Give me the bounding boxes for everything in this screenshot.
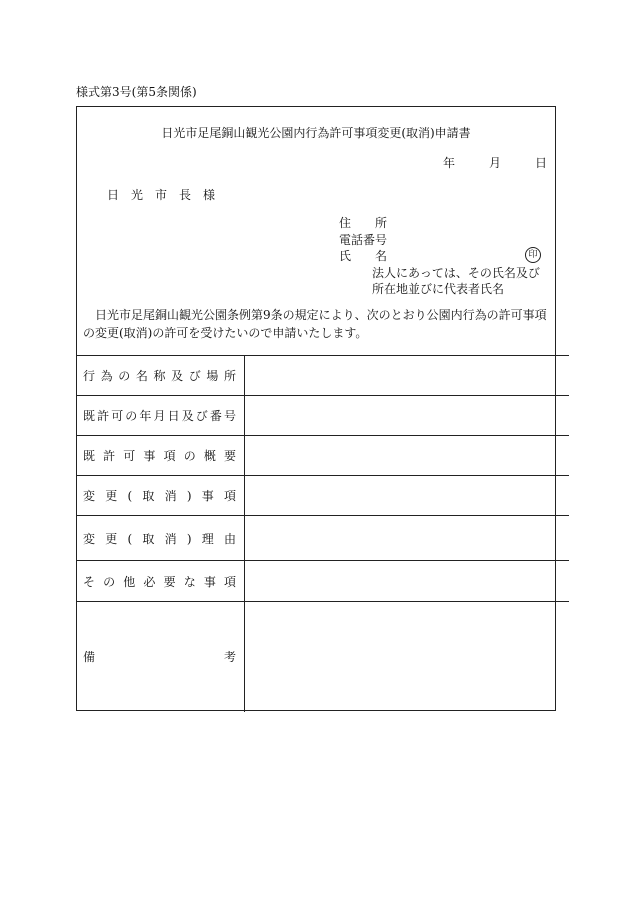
form-number: 様式第3号(第5条関係) <box>76 85 197 99</box>
field-label: 既許可の年月日及び番号 <box>77 396 245 436</box>
form-header <box>77 107 555 355</box>
date-year[interactable]: 年 <box>442 156 455 170</box>
address-label[interactable]: 住 所 <box>339 216 388 230</box>
field-value-input[interactable] <box>245 356 570 396</box>
table-row <box>77 436 569 476</box>
field-label: 変更(取消)理由 <box>77 516 245 561</box>
corporate-note-line2: 所在地並びに代表者氏名 <box>372 282 505 296</box>
field-label: 行為の名称及び場所 <box>77 356 245 396</box>
date-month[interactable]: 月 <box>488 156 501 170</box>
date-line <box>443 154 547 171</box>
date-day[interactable]: 日 <box>534 156 547 170</box>
field-value-input[interactable] <box>245 602 570 712</box>
addressee: 日 光 市 長 様 <box>107 188 216 202</box>
table-row <box>77 516 569 561</box>
applicant-block <box>339 215 540 298</box>
field-value-input[interactable] <box>245 396 570 436</box>
application-statement: 日光市足尾銅山観光公園条例第9条の規定により、次のとおり公園内行為の許可事項の変更(取消)の許可を受けたいので申請いたします。 <box>83 308 547 340</box>
field-value-input[interactable] <box>245 436 570 476</box>
table-row <box>77 356 569 396</box>
field-value-input[interactable] <box>245 476 570 516</box>
field-label: 変更(取消)事項 <box>77 476 245 516</box>
application-form <box>76 106 556 711</box>
form-title: 日光市足尾銅山観光公園内行為許可事項変更(取消)申請書 <box>161 126 471 140</box>
field-label: その他必要な事項 <box>77 561 245 602</box>
field-value-input[interactable] <box>245 561 570 602</box>
field-label: 既許可事項の概要 <box>77 436 245 476</box>
table-row <box>77 476 569 516</box>
field-value-input[interactable] <box>245 516 570 561</box>
seal-mark: 印 <box>525 247 541 263</box>
corporate-note-line1: 法人にあっては、その氏名及び <box>372 265 540 280</box>
name-label[interactable]: 氏 名 <box>339 249 388 263</box>
table-row <box>77 396 569 436</box>
table-row <box>77 561 569 602</box>
application-fields-table <box>77 355 569 712</box>
field-label: 備考 <box>77 602 245 712</box>
phone-label[interactable]: 電話番号 <box>339 232 388 247</box>
table-row <box>77 602 569 712</box>
